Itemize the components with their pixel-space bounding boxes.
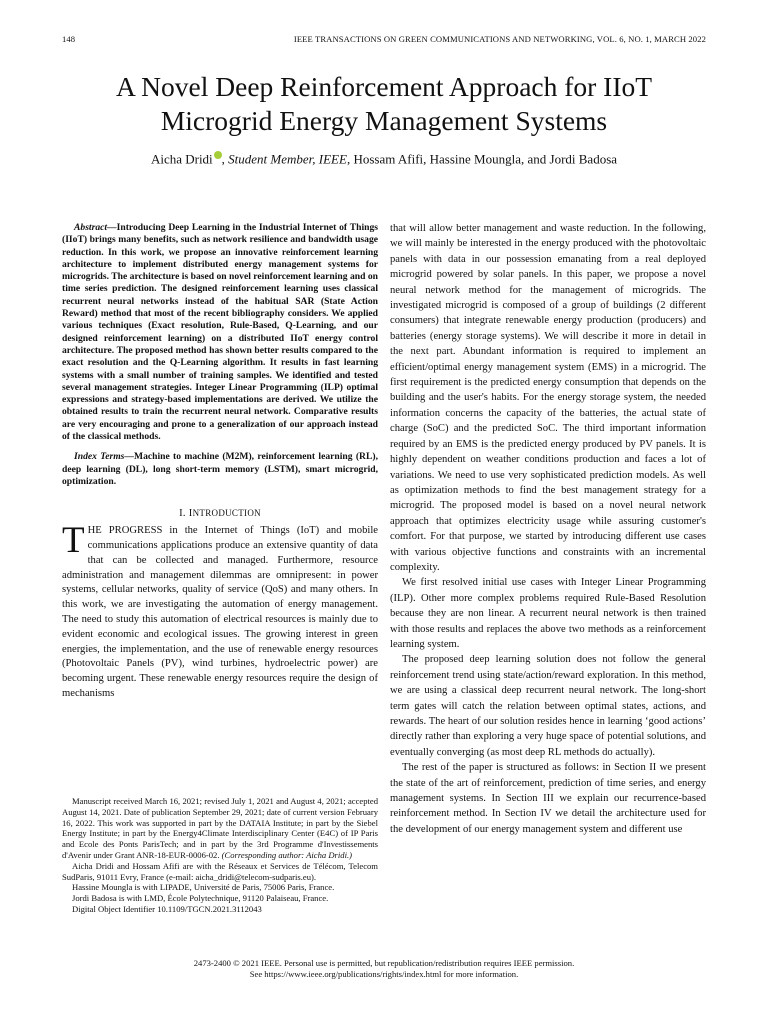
copyright-line-2: See https://www.ieee.org/publications/rights/index.html for more information. bbox=[249, 969, 519, 979]
abstract bbox=[62, 222, 378, 443]
left-column bbox=[62, 222, 378, 702]
body-paragraph-2: We first resolved initial use cases with Integer Linear Programming (ILP). Other more complex problems required Rule-Based Resolution because they are non linear. A recurrent neural network is then trained with those results and replaces the above two methods as a reinforcement learning system. bbox=[390, 577, 706, 650]
paper-title bbox=[40, 70, 728, 138]
author-role: Student Member, IEEE bbox=[228, 151, 347, 167]
corresponding-author: (Corresponding author: Aicha Dridi.) bbox=[221, 849, 352, 860]
drop-cap: T bbox=[62, 520, 85, 562]
section-number: I. bbox=[179, 508, 189, 520]
page-number: 148 bbox=[62, 34, 76, 44]
index-terms-label: Index Terms— bbox=[74, 451, 135, 463]
title-line-2: Microgrid Energy Management Systems bbox=[160, 105, 608, 136]
intro-lead: HE PROGRESS bbox=[87, 525, 163, 537]
footnote bbox=[62, 796, 378, 915]
intro-paragraph bbox=[62, 520, 378, 702]
footnote-affiliation-1: Aicha Dridi and Hossam Afifi are with the Réseaux et Services de Télécom, Telecom SudParis, 91011 Evry, France (e-mail: aicha_dridi@telecom-sudparis.eu). bbox=[62, 860, 378, 882]
title-line-1: A Novel Deep Reinforcement Approach for IIoT bbox=[115, 71, 653, 102]
section-title-rest: NTRODUCTION bbox=[192, 508, 261, 519]
index-terms bbox=[62, 451, 378, 488]
section-title-initial: I bbox=[188, 508, 193, 520]
body-paragraph-3: The proposed deep learning solution does not follow the general reinforcement trend using state/action/reward exploration. In this method, we are using a classical deep recurrent neural network. The long-short term gates will catch the relation between optimal states, actions, and rewards. The heart of our solution resides hence in learning ‘good actions’ directly rather than exploring a very huge space of potential solutions, and eventually converging (as most deep RL methods do actually). bbox=[390, 654, 706, 758]
intro-text: in the Internet of Things (IoT) and mobile communications applications produce an extensive quantity of data that can be collected and managed. Furthermore, resource administration and management dilemmas are omnipresent: in power systems, cellular networks, quality of service (QoS) and many others. In this work, we are investigating the automation of energy management. The need to study this automation of electrical resources is mainly due to evident economic and ecological issues. The growing interest in green energies, the implementation, and the use of renewable energy resources (Photovoltaic Panels (PV), wind turbines, hydroelectric power) are becoming urgent. These renewable energy resources require the design of mechanisms bbox=[62, 525, 378, 699]
footnote-affiliation-2: Hassine Moungla is with LIPADE, Université de Paris, 75006 Paris, France. bbox=[72, 882, 335, 893]
body-paragraph-1: that will allow better management and waste reduction. In the following, we will mainly be interested in the energy produced with the photovoltaic panels with data in our possession emanating from a real deployed microgrid powered by solar panels. In this paper, we propose a novel neural network method for the management of microgrids. The investigated microgrid is composed of a group of buildings (2 different consumers) that integrate renewable energy production (producers) and batteries (energy storage systems). We will describe it more in detail in the next part. Abundant information is required to implement an efficient/optimal energy management system (EMS) in a microgrid. The first requirement is the predicted energy consumption that depends on the building and the user's habits. For the energy storage system, the needed information concerns the capacity of the batteries, the actual state of charge (SoC) and the predicted SoC. The third important information required by an EMS is the predicted energy produced by PV panels. It is highly dependent on weather conditions production and faces a lot of variations. We need to use very sophisticated prediction models. As well as optimization methods to find the best management strategy for a microgrid. The proposed model is based on a novel neural network approach that optimizes electricity usage while assuring customer's comfort. For that purpose, we started by introducing different use cases with various objective functions and constraints with an incremental complexity. bbox=[390, 223, 706, 573]
index-terms-text: Machine to machine (M2M), reinforcement learning (RL), deep learning (DL), long short-term memory (LSTM), smart microgrid, optimization. bbox=[62, 451, 378, 487]
right-column bbox=[390, 221, 706, 837]
footnote-doi: Digital Object Identifier 10.1109/TGCN.2021.3112043 bbox=[72, 903, 262, 914]
first-author: Aicha Dridi bbox=[150, 151, 213, 167]
abstract-label: Abstract— bbox=[74, 222, 117, 233]
footnote-manuscript bbox=[62, 796, 378, 861]
footnote-affiliation-3: Jordi Badosa is with LMD, École Polytechnique, 91120 Palaiseau, France. bbox=[72, 893, 329, 904]
journal-header: IEEE TRANSACTIONS ON GREEN COMMUNICATIONS AND NETWORKING, VOL. 6, NO. 1, MARCH 2022 bbox=[293, 34, 706, 44]
copyright-line-1: 2473-2400 © 2021 IEEE. Personal use is permitted, but republication/redistribution requires IEEE permission. bbox=[193, 958, 575, 968]
author-list: Aicha Dridi , Student Member, IEEE, Hossam Afifi, Hassine Moungla, and Jordi Badosa bbox=[150, 151, 618, 167]
orcid-icon[interactable] bbox=[214, 151, 222, 159]
footnote-manuscript-text: Manuscript received March 16, 2021; revised July 1, 2021 and August 4, 2021; accepted August 14, 2021. Date of publication September 29, 2021; date of current version February 16, 2022. This work was supported in part by the DATAIA Institute; in part by the Siebel Energy Institute; in part by the Energy4Climate Interdisciplinary Center (E4C) of IP Paris and Ecole des Ponts ParisTech; and in part by the 3rd Programme d'Investissements d'Avenir under Grant ANR-18-EUR-0006-02. bbox=[62, 796, 378, 860]
other-authors: , Hossam Afifi, Hassine Moungla, and Jordi Badosa bbox=[346, 151, 618, 167]
copyright-notice bbox=[62, 958, 706, 980]
section-heading bbox=[62, 508, 378, 519]
abstract-text: Introducing Deep Learning in the Industrial Internet of Things (IIoT) brings many benefits, such as network resilience and bandwidth usage reduction. In this work, we propose an innovative reinforcement learning architecture to implement distributed energy management systems for microgrids. The architecture is based on novel reinforcement learning and on time series prediction. The designed reinforcement learning uses classical recurrent neural networks instead of the habitual SAR (State Action Reward) method that most of the recent bibliography considers. We applied various techniques (Exact resolution, Rule-Based, Q-Learning, and our designed reinforcement learning) on a distributed IIoT energy control architecture. The proposed method has shown better results compared to the exact resolution and the Q-Learning algorithm. It results in fast learning systems with a small number of training samples. We identified and tested several management strategies. Integer Linear Programming (ILP) optimal expressions and strategy-based implementations are derived. We utilize the obtained results to train the recurrent neural network. Comparative results are very encouraging and prone to a generalization of our approach instead of the classical methods. bbox=[62, 222, 378, 443]
body-paragraph-4: The rest of the paper is structured as follows: in Section II we present the state of the art of reinforcement, prediction of time series, and energy management systems. In Section III we explain our recurrence-based reinforcement method. In Section IV we detail the architecture used for the development of our energy management system and different use bbox=[390, 762, 706, 835]
